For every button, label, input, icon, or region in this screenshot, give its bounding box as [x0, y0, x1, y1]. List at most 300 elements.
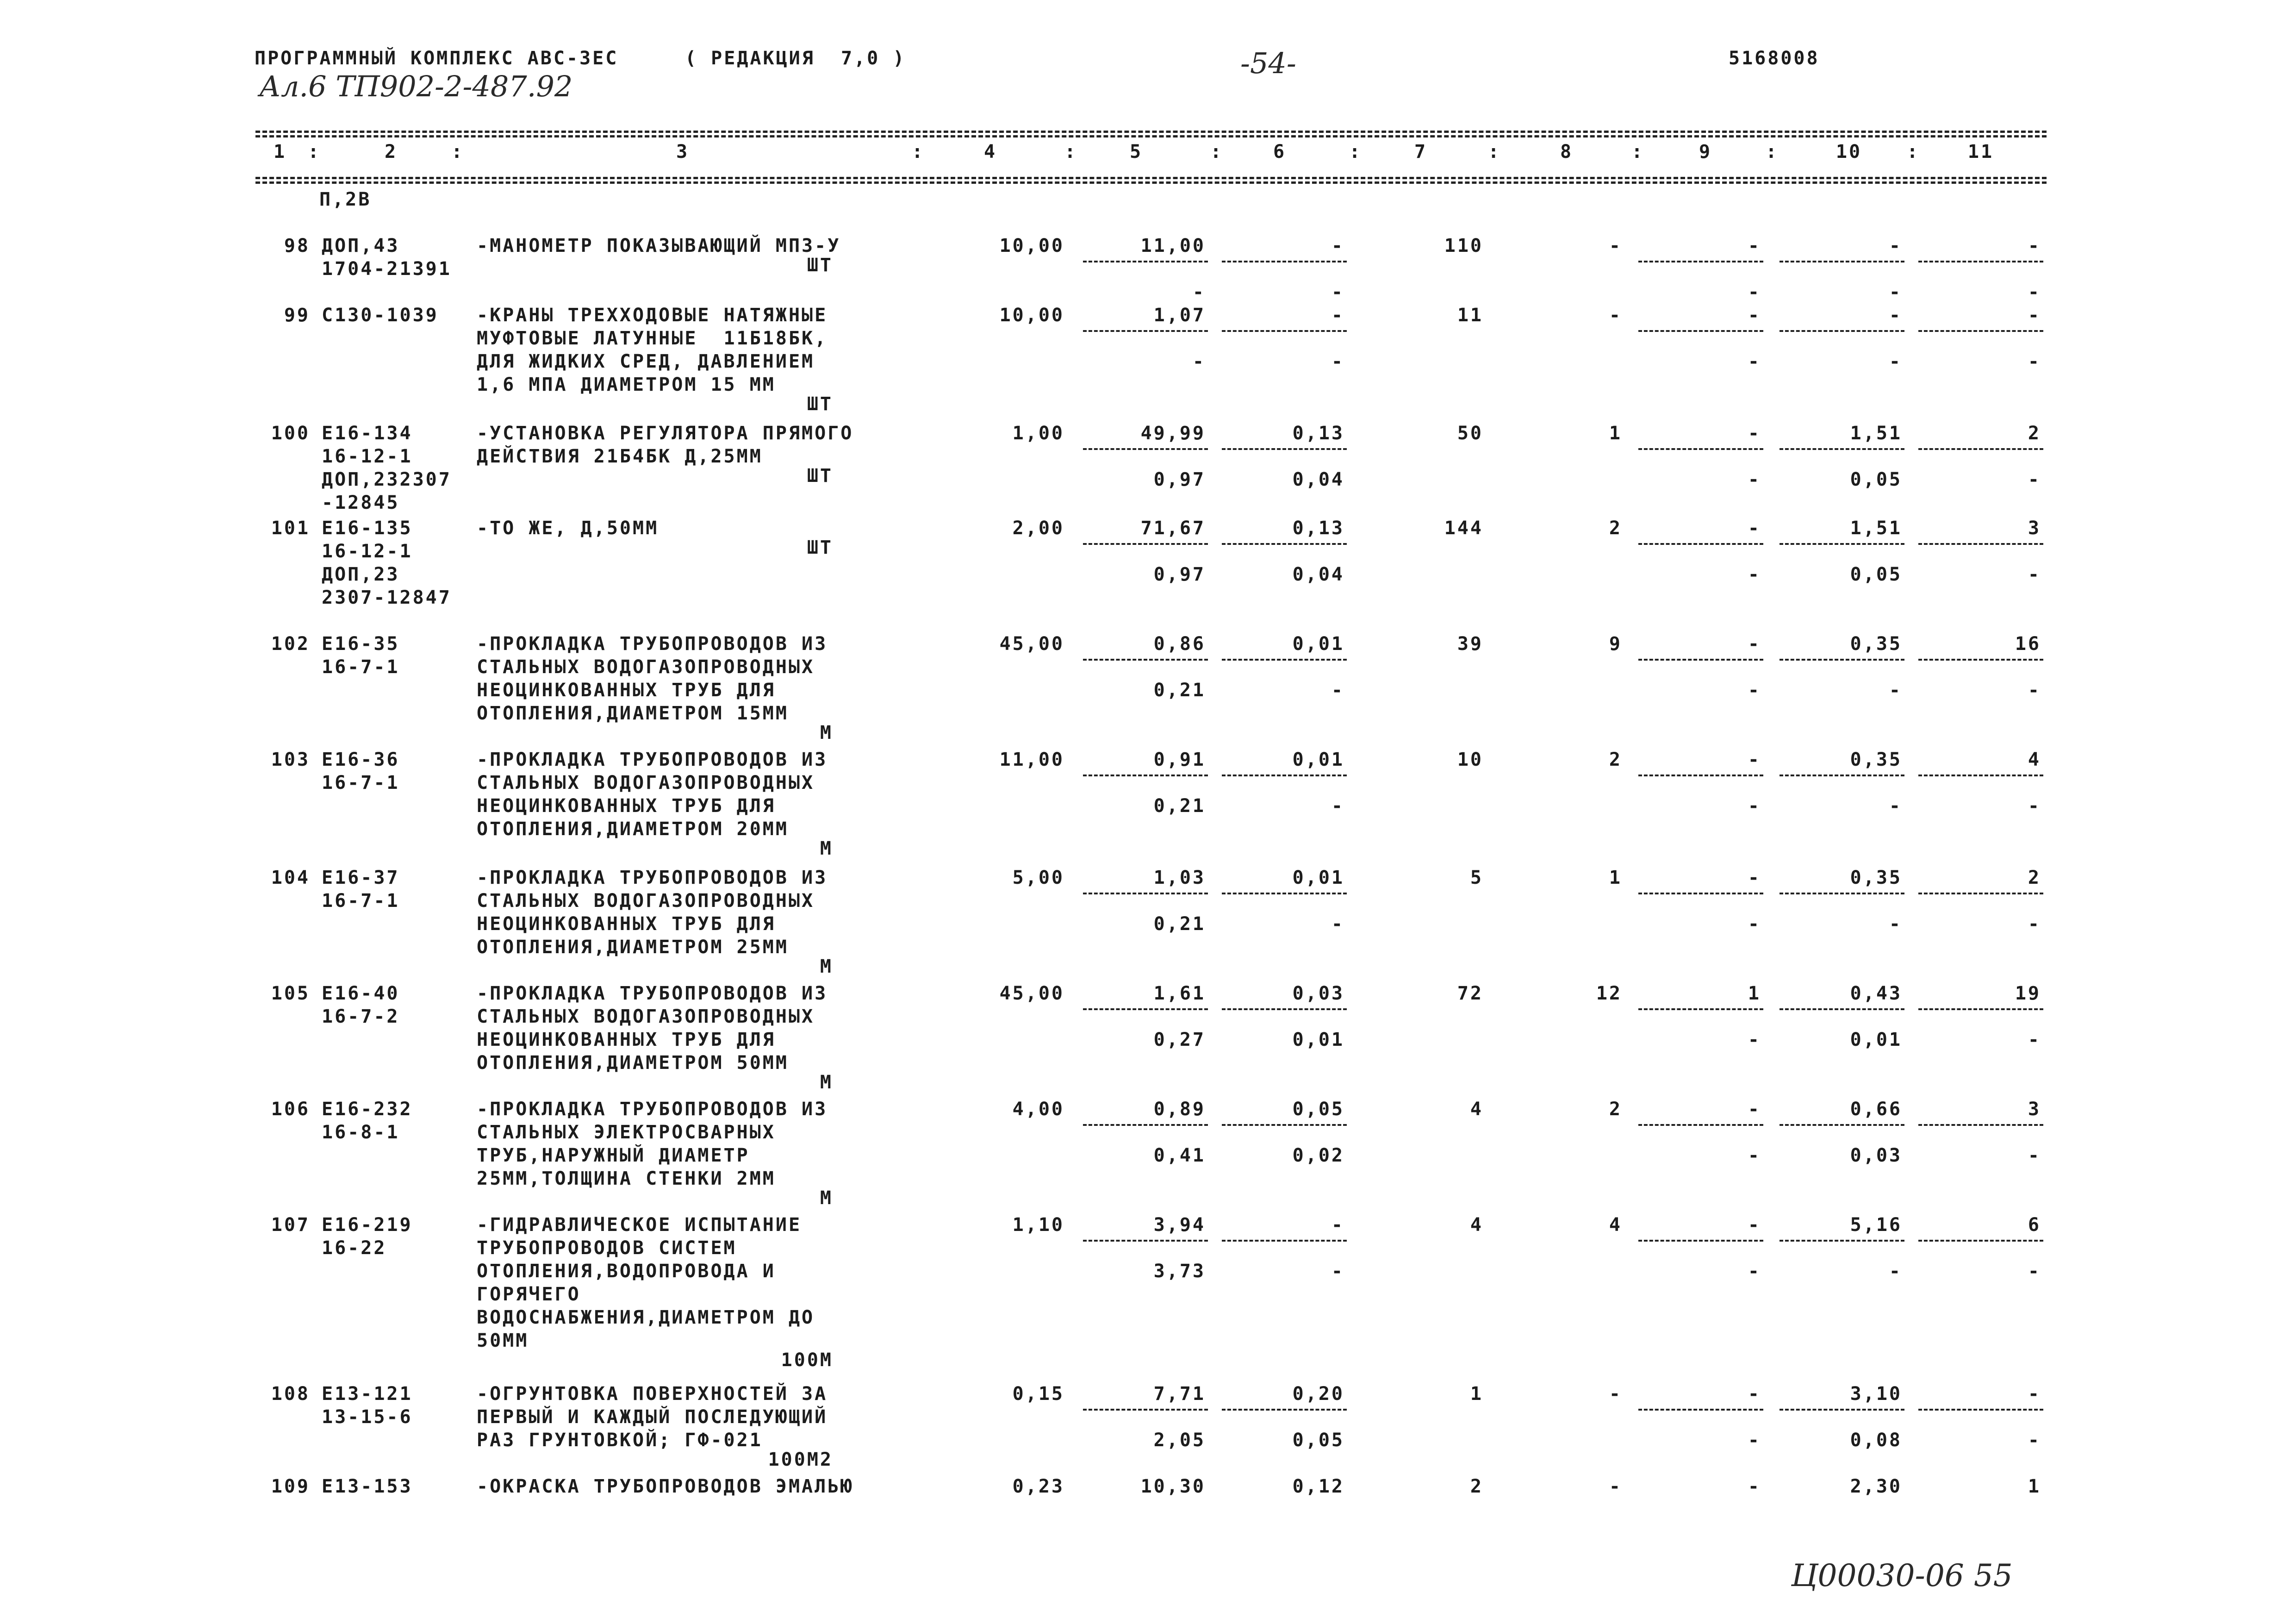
row-value-top: 71,67: [1140, 518, 1206, 539]
row-value-bottom: -: [2028, 913, 2041, 935]
row-value-bottom: 0,21: [1153, 680, 1206, 701]
row-value-top: 1: [1470, 1383, 1483, 1405]
row-value-top: 0,20: [1292, 1383, 1344, 1405]
row-number: 106: [271, 1099, 310, 1120]
row-value-top: 0,13: [1292, 423, 1344, 444]
row-code: Е13-121: [322, 1383, 413, 1405]
value-separator: [1638, 448, 1763, 450]
row-value-bottom: 0,21: [1153, 795, 1206, 817]
value-separator: [1638, 261, 1763, 262]
row-value-bottom: -: [2028, 469, 2041, 490]
row-value-top: -: [1331, 305, 1344, 326]
value-separator: [1222, 893, 1347, 894]
row-description: РАЗ ГРУНТОВКОЙ; ГФ-021: [477, 1430, 763, 1451]
row-value-top: -: [1748, 1476, 1761, 1497]
column-header-8: 8: [1560, 141, 1574, 162]
row-value-bottom: 0,97: [1153, 564, 1206, 585]
row-value-top: -: [1609, 305, 1622, 326]
row-value-bottom: 0,02: [1292, 1145, 1344, 1166]
row-description: НЕОЦИНКОВАННЫХ ТРУБ ДЛЯ: [477, 795, 776, 817]
row-value-bottom: -: [1331, 680, 1344, 701]
column-separator: :: [308, 141, 321, 162]
row-code: 16-7-2: [322, 1006, 400, 1027]
row-value-top: -: [1609, 235, 1622, 256]
row-code: Е13-153: [322, 1476, 413, 1497]
row-value-bottom: -: [1748, 281, 1761, 303]
row-description: СТАЛЬНЫХ ВОДОГАЗОПРОВОДНЫХ: [477, 1006, 815, 1027]
section-label: П,2В: [319, 189, 372, 210]
row-description: -ПРОКЛАДКА ТРУБОПРОВОДОВ ИЗ: [477, 983, 828, 1004]
row-description: СТАЛЬНЫХ ВОДОГАЗОПРОВОДНЫХ: [477, 890, 815, 912]
value-separator: [1222, 543, 1347, 545]
value-separator: [1780, 1409, 1904, 1411]
row-value-bottom: 0,27: [1153, 1029, 1206, 1050]
row-value-top: 39: [1457, 633, 1483, 655]
value-separator: [1083, 893, 1208, 894]
row-value-top: 4: [1470, 1214, 1483, 1236]
row-code: 16-12-1: [322, 541, 413, 562]
row-unit: М: [820, 838, 833, 859]
row-value-bottom: -: [2028, 564, 2041, 585]
row-value-bottom: -: [2028, 1029, 2041, 1050]
row-value-bottom: 0,05: [1850, 564, 1902, 585]
value-separator: [1638, 659, 1763, 661]
row-value-bottom: -: [1331, 1261, 1344, 1282]
row-unit: М: [820, 1187, 833, 1209]
value-separator: [1083, 1240, 1208, 1242]
handwritten-reference: Ал.6 ТП902-2-487.92: [259, 69, 573, 103]
row-code: 16-7-1: [322, 772, 400, 793]
row-value-top: 0,91: [1153, 749, 1206, 770]
row-value-top: 0,43: [1850, 983, 1902, 1004]
row-value-top: 0,35: [1850, 749, 1902, 770]
row-value-top: 7,71: [1153, 1383, 1206, 1405]
column-header-1: 1: [273, 141, 287, 162]
row-code: Е16-37: [322, 867, 400, 888]
row-description: -ПРОКЛАДКА ТРУБОПРОВОДОВ ИЗ: [477, 749, 828, 770]
row-value-top: 1: [1748, 983, 1761, 1004]
row-quantity: 11,00: [999, 749, 1064, 770]
row-description: 25ММ,ТОЛЩИНА СТЕНКИ 2ММ: [477, 1168, 776, 1189]
value-separator: [1222, 1124, 1347, 1126]
row-value-top: 5: [1470, 867, 1483, 888]
row-value-top: 3: [2028, 1099, 2041, 1120]
row-value-bottom: -: [1889, 795, 1902, 817]
value-separator: [1780, 1240, 1904, 1242]
row-number: 103: [271, 749, 310, 770]
row-value-top: 2: [2028, 423, 2041, 444]
value-separator: [1638, 893, 1763, 894]
row-value-top: 2: [2028, 867, 2041, 888]
value-separator: [1638, 330, 1763, 332]
row-description: -ГИДРАВЛИЧЕСКОЕ ИСПЫТАНИЕ: [477, 1214, 802, 1236]
row-value-bottom: -: [1748, 1029, 1761, 1050]
row-value-bottom: 3,73: [1153, 1261, 1206, 1282]
row-value-top: 4: [1609, 1214, 1622, 1236]
row-value-bottom: 0,04: [1292, 469, 1344, 490]
column-separator: :: [1631, 141, 1645, 162]
row-value-top: 2: [1609, 1099, 1622, 1120]
row-value-bottom: -: [1889, 281, 1902, 303]
value-separator: [1918, 261, 2043, 262]
header-rule-top-2: [255, 135, 2047, 137]
row-value-top: -: [1331, 1214, 1344, 1236]
row-unit: ШТ: [807, 394, 833, 415]
row-value-top: 1: [2028, 1476, 2041, 1497]
edition-label: ( РЕДАКЦИЯ 7,0 ): [685, 48, 906, 69]
row-description: НЕОЦИНКОВАННЫХ ТРУБ ДЛЯ: [477, 680, 776, 701]
column-header-2: 2: [384, 141, 398, 162]
row-description: ТРУБОПРОВОДОВ СИСТЕМ: [477, 1237, 737, 1259]
value-separator: [1918, 330, 2043, 332]
row-value-top: 0,01: [1292, 867, 1344, 888]
row-unit: ШТ: [807, 465, 833, 487]
row-description: -ТО ЖЕ, Д,50ММ: [477, 518, 659, 539]
row-quantity: 45,00: [999, 633, 1064, 655]
row-value-top: 1,51: [1850, 423, 1902, 444]
row-quantity: 10,00: [999, 305, 1064, 326]
value-separator: [1222, 330, 1347, 332]
row-description: -ОКРАСКА ТРУБОПРОВОДОВ ЭМАЛЬЮ: [477, 1476, 854, 1497]
row-value-top: 3,94: [1153, 1214, 1206, 1236]
row-value-top: 6: [2028, 1214, 2041, 1236]
row-description: -КРАНЫ ТРЕХХОДОВЫЕ НАТЯЖНЫЕ: [477, 305, 828, 326]
row-value-top: 72: [1457, 983, 1483, 1004]
column-separator: :: [451, 141, 465, 162]
header-rule-bottom-2: [255, 181, 2047, 184]
row-code: Е16-134: [322, 423, 413, 444]
row-value-bottom: -: [1889, 1261, 1902, 1282]
row-unit: ШТ: [807, 537, 833, 558]
row-description: ОТОПЛЕНИЯ,ДИАМЕТРОМ 25ММ: [477, 937, 789, 958]
row-value-top: -: [2028, 305, 2041, 326]
row-description: СТАЛЬНЫХ ЭЛЕКТРОСВАРНЫХ: [477, 1122, 776, 1143]
row-code: 16-22: [322, 1237, 387, 1259]
value-separator: [1780, 1124, 1904, 1126]
row-value-top: 3,10: [1850, 1383, 1902, 1405]
row-value-top: 1,03: [1153, 867, 1206, 888]
value-separator: [1918, 1124, 2043, 1126]
row-value-bottom: -: [2028, 281, 2041, 303]
row-value-bottom: -: [1748, 795, 1761, 817]
row-value-top: -: [1609, 1383, 1622, 1405]
row-value-top: 110: [1444, 235, 1483, 256]
row-value-top: 1: [1609, 867, 1622, 888]
column-header-6: 6: [1273, 141, 1287, 162]
program-title: ПРОГРАММНЫЙ КОМПЛЕКС АВС-3ЕС: [255, 48, 619, 69]
row-number: 101: [271, 518, 310, 539]
row-value-bottom: 0,08: [1850, 1430, 1902, 1451]
row-value-bottom: -: [2028, 1145, 2041, 1166]
row-value-top: 5,16: [1850, 1214, 1902, 1236]
value-separator: [1083, 775, 1208, 776]
row-description: ОТОПЛЕНИЯ,ДИАМЕТРОМ 20ММ: [477, 818, 789, 840]
column-separator: :: [1210, 141, 1224, 162]
header-rule-top: [255, 131, 2047, 133]
row-value-top: 0,03: [1292, 983, 1344, 1004]
row-value-bottom: 0,97: [1153, 469, 1206, 490]
row-value-bottom: 0,01: [1292, 1029, 1344, 1050]
row-quantity: 1,10: [1012, 1214, 1064, 1236]
row-value-bottom: 2,05: [1153, 1430, 1206, 1451]
row-value-bottom: -: [2028, 680, 2041, 701]
row-value-bottom: -: [1748, 680, 1761, 701]
row-description: СТАЛЬНЫХ ВОДОГАЗОПРОВОДНЫХ: [477, 656, 815, 678]
row-value-top: -: [1748, 1383, 1761, 1405]
row-code: 16-7-1: [322, 890, 400, 912]
row-code: 1704-21391: [322, 258, 452, 280]
row-number: 107: [271, 1214, 310, 1236]
row-value-bottom: -: [1192, 351, 1206, 372]
row-description: ПЕРВЫЙ И КАЖДЫЙ ПОСЛЕДУЮЩИЙ: [477, 1406, 828, 1428]
row-value-bottom: -: [1748, 469, 1761, 490]
row-value-top: 50: [1457, 423, 1483, 444]
value-separator: [1918, 893, 2043, 894]
value-separator: [1638, 1240, 1763, 1242]
row-value-top: 12: [1596, 983, 1622, 1004]
row-number: 98: [284, 235, 310, 256]
row-code: Е16-219: [322, 1214, 413, 1236]
value-separator: [1638, 1124, 1763, 1126]
column-separator: :: [1488, 141, 1501, 162]
value-separator: [1638, 543, 1763, 545]
row-code: 16-7-1: [322, 656, 400, 678]
column-header-4: 4: [983, 141, 997, 162]
row-value-top: 11,00: [1140, 235, 1206, 256]
row-value-bottom: 0,03: [1850, 1145, 1902, 1166]
value-separator: [1222, 1008, 1347, 1010]
row-value-bottom: 0,21: [1153, 913, 1206, 935]
row-unit: М: [820, 1072, 833, 1093]
row-value-top: 10,30: [1140, 1476, 1206, 1497]
value-separator: [1222, 1409, 1347, 1411]
row-value-top: -: [1889, 305, 1902, 326]
value-separator: [1222, 261, 1347, 262]
column-header-3: 3: [676, 141, 690, 162]
row-value-top: -: [1748, 235, 1761, 256]
row-quantity: 45,00: [999, 983, 1064, 1004]
value-separator: [1083, 543, 1208, 545]
row-value-bottom: -: [2028, 1430, 2041, 1451]
value-separator: [1780, 893, 1904, 894]
header-rule-bottom: [255, 177, 2047, 179]
footer-stamp: Ц00030-06 55: [1791, 1558, 2013, 1593]
row-value-top: -: [1889, 235, 1902, 256]
column-header-10: 10: [1836, 141, 1862, 162]
value-separator: [1780, 659, 1904, 661]
row-value-bottom: -: [1331, 795, 1344, 817]
row-value-top: 144: [1444, 518, 1483, 539]
row-value-top: 0,01: [1292, 749, 1344, 770]
row-value-top: 49,99: [1140, 423, 1206, 444]
row-description: -ПРОКЛАДКА ТРУБОПРОВОДОВ ИЗ: [477, 1099, 828, 1120]
row-code: 16-12-1: [322, 446, 413, 467]
row-value-top: 11: [1457, 305, 1483, 326]
row-description: ОТОПЛЕНИЯ,ДИАМЕТРОМ 15ММ: [477, 703, 789, 724]
value-separator: [1083, 1008, 1208, 1010]
row-number: 99: [284, 305, 310, 326]
row-unit: 100М: [781, 1349, 833, 1371]
row-code: Е16-232: [322, 1099, 413, 1120]
row-value-top: 0,86: [1153, 633, 1206, 655]
column-separator: :: [1907, 141, 1920, 162]
row-description: -УСТАНОВКА РЕГУЛЯТОРА ПРЯМОГО: [477, 423, 854, 444]
row-code: Е16-135: [322, 518, 413, 539]
row-code: ДОП,23: [322, 564, 400, 585]
row-description: 50ММ: [477, 1330, 529, 1351]
row-code: Е16-40: [322, 983, 400, 1004]
row-value-top: -: [2028, 1383, 2041, 1405]
row-value-top: 10: [1457, 749, 1483, 770]
row-unit: М: [820, 722, 833, 743]
row-value-top: 0,13: [1292, 518, 1344, 539]
value-separator: [1083, 1124, 1208, 1126]
row-description: -МАНОМЕТР ПОКАЗЫВАЮЩИЙ МПЗ-У: [477, 235, 841, 256]
row-description: ТРУБ,НАРУЖНЫЙ ДИАМЕТР: [477, 1145, 750, 1166]
row-value-top: 0,12: [1292, 1476, 1344, 1497]
row-value-bottom: -: [1748, 1261, 1761, 1282]
row-value-top: 2: [1609, 518, 1622, 539]
row-code: -12845: [322, 492, 400, 513]
row-value-bottom: -: [1748, 1430, 1761, 1451]
row-value-top: 3: [2028, 518, 2041, 539]
row-value-top: 4: [1470, 1099, 1483, 1120]
value-separator: [1638, 1409, 1763, 1411]
column-separator: :: [1064, 141, 1078, 162]
row-description: ДЛЯ ЖИДКИХ СРЕД, ДАВЛЕНИЕМ: [477, 351, 815, 372]
row-value-top: 0,35: [1850, 633, 1902, 655]
value-separator: [1780, 1008, 1904, 1010]
row-value-bottom: -: [1889, 351, 1902, 372]
row-value-bottom: -: [1748, 351, 1761, 372]
row-value-top: 19: [2015, 983, 2041, 1004]
row-value-bottom: -: [2028, 351, 2041, 372]
value-separator: [1222, 659, 1347, 661]
row-value-top: 0,05: [1292, 1099, 1344, 1120]
row-description: 1,6 МПА ДИАМЕТРОМ 15 ММ: [477, 374, 776, 395]
row-code: С130-1039: [322, 305, 439, 326]
row-description: ОТОПЛЕНИЯ,ВОДОПРОВОДА И: [477, 1261, 776, 1282]
row-description: -ПРОКЛАДКА ТРУБОПРОВОДОВ ИЗ: [477, 633, 828, 655]
row-value-top: 0,89: [1153, 1099, 1206, 1120]
row-value-top: 1,51: [1850, 518, 1902, 539]
row-value-bottom: -: [1748, 564, 1761, 585]
row-code: 13-15-6: [322, 1406, 413, 1428]
row-code: Е16-35: [322, 633, 400, 655]
value-separator: [1780, 448, 1904, 450]
row-value-bottom: -: [1331, 913, 1344, 935]
row-value-top: 16: [2015, 633, 2041, 655]
value-separator: [1638, 775, 1763, 776]
row-value-top: -: [1748, 518, 1761, 539]
value-separator: [1918, 1008, 2043, 1010]
row-code: 16-8-1: [322, 1122, 400, 1143]
value-separator: [1222, 448, 1347, 450]
row-value-top: -: [1331, 235, 1344, 256]
row-number: 108: [271, 1383, 310, 1405]
row-value-top: 1: [1609, 423, 1622, 444]
row-value-bottom: -: [2028, 1261, 2041, 1282]
row-value-top: 0,35: [1850, 867, 1902, 888]
row-unit: ШТ: [807, 255, 833, 276]
row-value-top: 2,30: [1850, 1476, 1902, 1497]
row-description: НЕОЦИНКОВАННЫХ ТРУБ ДЛЯ: [477, 1029, 776, 1050]
row-value-top: -: [1748, 305, 1761, 326]
row-number: 104: [271, 867, 310, 888]
row-value-top: 1,07: [1153, 305, 1206, 326]
row-description: НЕОЦИНКОВАННЫХ ТРУБ ДЛЯ: [477, 913, 776, 935]
row-number: 105: [271, 983, 310, 1004]
column-header-11: 11: [1967, 141, 1994, 162]
column-separator: :: [1766, 141, 1779, 162]
row-value-bottom: -: [1889, 680, 1902, 701]
row-quantity: 10,00: [999, 235, 1064, 256]
value-separator: [1083, 448, 1208, 450]
row-description: МУФТОВЫЕ ЛАТУННЫЕ 11Б18БК,: [477, 328, 828, 349]
column-separator: :: [1349, 141, 1363, 162]
value-separator: [1780, 330, 1904, 332]
value-separator: [1083, 659, 1208, 661]
value-separator: [1918, 448, 2043, 450]
row-value-top: -: [1748, 1214, 1761, 1236]
row-value-bottom: -: [1331, 281, 1344, 303]
row-code: 2307-12847: [322, 587, 452, 608]
row-value-top: 9: [1609, 633, 1622, 655]
row-code: Е16-36: [322, 749, 400, 770]
row-value-top: -: [2028, 235, 2041, 256]
row-value-top: -: [1748, 1099, 1761, 1120]
row-value-bottom: 0,41: [1153, 1145, 1206, 1166]
value-separator: [1918, 543, 2043, 545]
value-separator: [1083, 261, 1208, 262]
row-value-top: 1,61: [1153, 983, 1206, 1004]
row-value-top: -: [1748, 867, 1761, 888]
row-quantity: 5,00: [1012, 867, 1064, 888]
value-separator: [1638, 1008, 1763, 1010]
row-value-bottom: -: [1748, 913, 1761, 935]
value-separator: [1918, 659, 2043, 661]
row-description: -ОГРУНТОВКА ПОВЕРХНОСТЕЙ ЗА: [477, 1383, 828, 1405]
row-unit: 100М2: [768, 1449, 833, 1470]
row-value-bottom: -: [1331, 351, 1344, 372]
row-value-top: 4: [2028, 749, 2041, 770]
row-value-bottom: 0,05: [1292, 1430, 1344, 1451]
row-quantity: 2,00: [1012, 518, 1064, 539]
row-value-bottom: -: [1192, 281, 1206, 303]
row-description: ВОДОСНАБЖЕНИЯ,ДИАМЕТРОМ ДО: [477, 1307, 815, 1328]
row-description: СТАЛЬНЫХ ВОДОГАЗОПРОВОДНЫХ: [477, 772, 815, 793]
column-separator: :: [912, 141, 925, 162]
row-value-top: 2: [1470, 1476, 1483, 1497]
column-header-5: 5: [1129, 141, 1143, 162]
value-separator: [1222, 775, 1347, 776]
row-number: 102: [271, 633, 310, 655]
row-value-bottom: 0,05: [1850, 469, 1902, 490]
row-value-top: -: [1748, 423, 1761, 444]
row-quantity: 1,00: [1012, 423, 1064, 444]
row-value-top: -: [1748, 633, 1761, 655]
value-separator: [1222, 1240, 1347, 1242]
value-separator: [1780, 775, 1904, 776]
row-value-bottom: -: [2028, 795, 2041, 817]
row-value-top: 0,01: [1292, 633, 1344, 655]
row-number: 100: [271, 423, 310, 444]
row-quantity: 0,15: [1012, 1383, 1064, 1405]
row-value-top: 0,66: [1850, 1099, 1902, 1120]
value-separator: [1918, 775, 2043, 776]
row-quantity: 0,23: [1012, 1476, 1064, 1497]
row-code: ДОП,43: [322, 235, 400, 256]
